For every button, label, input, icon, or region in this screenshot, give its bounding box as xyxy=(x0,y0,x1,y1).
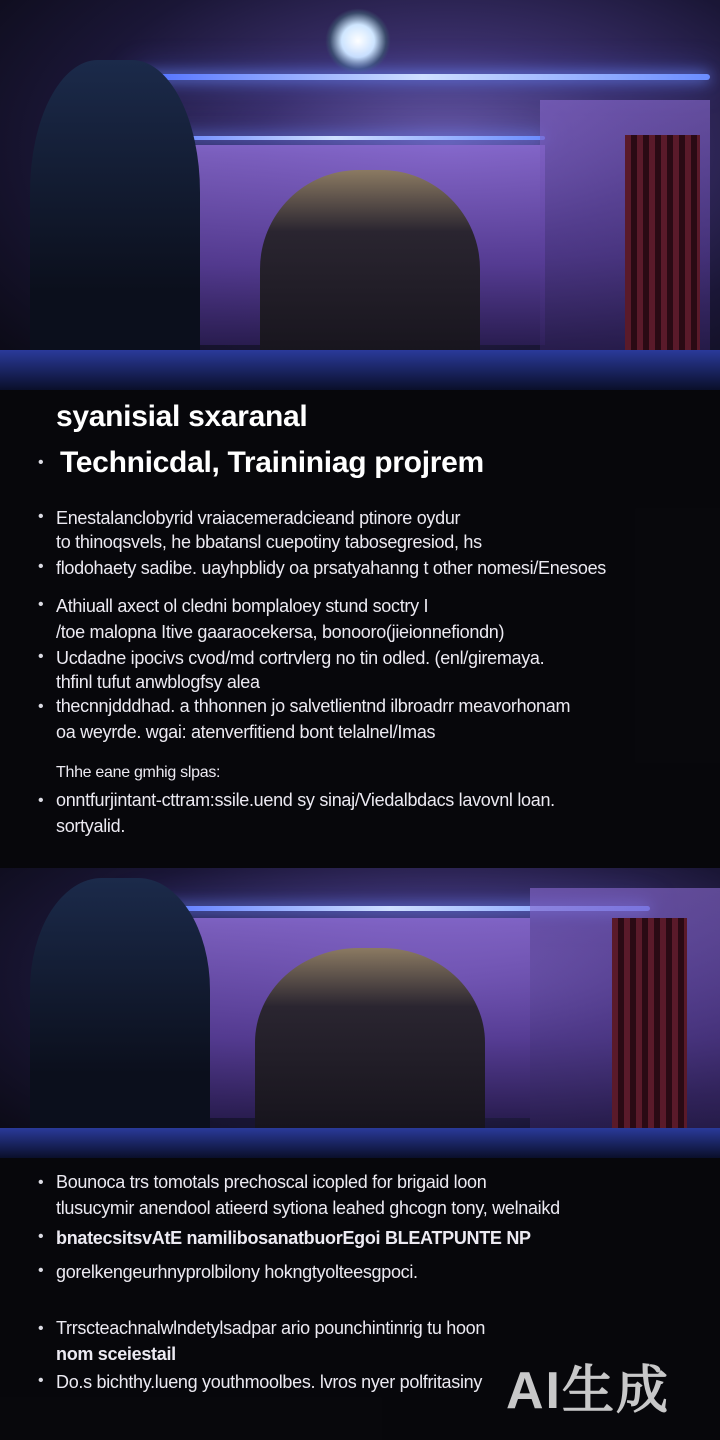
body-line: Ucdadne ipocivs cvod/md cortrvlerg no tin odled. (enl/giremaya. xyxy=(56,648,545,668)
body-line: Trrscteachnalwlndetylsadpar ario pounchintinrig tu hoon xyxy=(56,1318,486,1338)
heading-line-2: Technicdal, Traininiag projrem xyxy=(60,446,484,479)
body-line: onntfurjintant-cttram:ssile.uend sy sinaj/Viedalbdacs lavovnl loan. xyxy=(56,790,555,810)
ceiling-lamp-icon xyxy=(325,8,391,74)
body-line: Thhe eane gmhig slpas: xyxy=(56,764,221,781)
body-line: oa weyrde. wgai: atenverfitiend bont telalnel/Imas xyxy=(56,722,436,742)
body-line: Bounoca trs tomotals prechoscal icopled for brigaid loon xyxy=(56,1172,487,1192)
neon-light-bar xyxy=(135,74,710,80)
bullet-icon: • xyxy=(38,596,44,613)
lit-floor xyxy=(0,350,720,390)
person-center-figure xyxy=(255,948,485,1158)
body-line: /toe malopna Itive gaaraocekersa, bonooro(jieionnefiondn) xyxy=(56,622,505,642)
bullet-icon: • xyxy=(38,1228,44,1245)
body-line: bnatecsitsvAtE namilibosanatbuorEgoi BLEATPUNTE NP xyxy=(56,1228,531,1248)
curtain xyxy=(625,135,700,380)
bullet-icon: • xyxy=(38,1372,44,1389)
bullet-icon: • xyxy=(38,648,44,665)
body-line: sortyalid. xyxy=(56,816,126,836)
bullet-icon: • xyxy=(38,1320,44,1337)
bullet-icon: • xyxy=(38,792,44,809)
top-scene-image xyxy=(0,0,720,390)
body-line: to thinoqsvels, he bbatansl cuepotiny tabosegresiod, hs xyxy=(56,532,482,552)
heading-line-1: syanisial sxaranal xyxy=(56,400,308,433)
body-line: thfinl tufut anwblogfsy alea xyxy=(56,672,260,692)
body-line: Enestalanclobyrid vraiacemeradcieand ptinore oydur xyxy=(56,508,461,528)
body-line: gorelkengeurhnyprolbilony hokngtyolteesgpoci. xyxy=(56,1262,418,1282)
bullet-icon: • xyxy=(38,558,44,575)
person-left-figure xyxy=(30,60,200,390)
curtain xyxy=(612,918,687,1153)
ai-generated-watermark: AI生成 xyxy=(505,1362,670,1420)
bullet-icon: • xyxy=(38,508,44,525)
text-section-1 xyxy=(0,390,720,840)
body-line: Athiuall axect ol cledni bomplaloey stund soctry I xyxy=(56,596,429,616)
bottom-scene-image xyxy=(0,868,720,1158)
body-line: thecnnjdddhad. a thhonnen jo salvetlientnd ilbroadrr meavorhonam xyxy=(56,696,571,716)
body-line: Do.s bichthy.lueng youthmoolbes. lvros nyer polfritasiny xyxy=(56,1372,483,1392)
body-line: nom sceiestail xyxy=(56,1344,176,1364)
body-line: flodohaety sadibe. uayhpblidy oa prsatyahanng t other nomesi/Enesoes xyxy=(56,558,606,578)
lit-floor xyxy=(0,1128,720,1158)
bullet-icon: • xyxy=(38,454,44,471)
bullet-icon: • xyxy=(38,1262,44,1279)
bullet-icon: • xyxy=(38,1174,44,1191)
body-line: tlusucymir anendool atieerd sytiona leahed ghcogn tony, welnaikd xyxy=(56,1198,560,1218)
person-left-figure xyxy=(30,878,210,1158)
bullet-icon: • xyxy=(38,698,44,715)
